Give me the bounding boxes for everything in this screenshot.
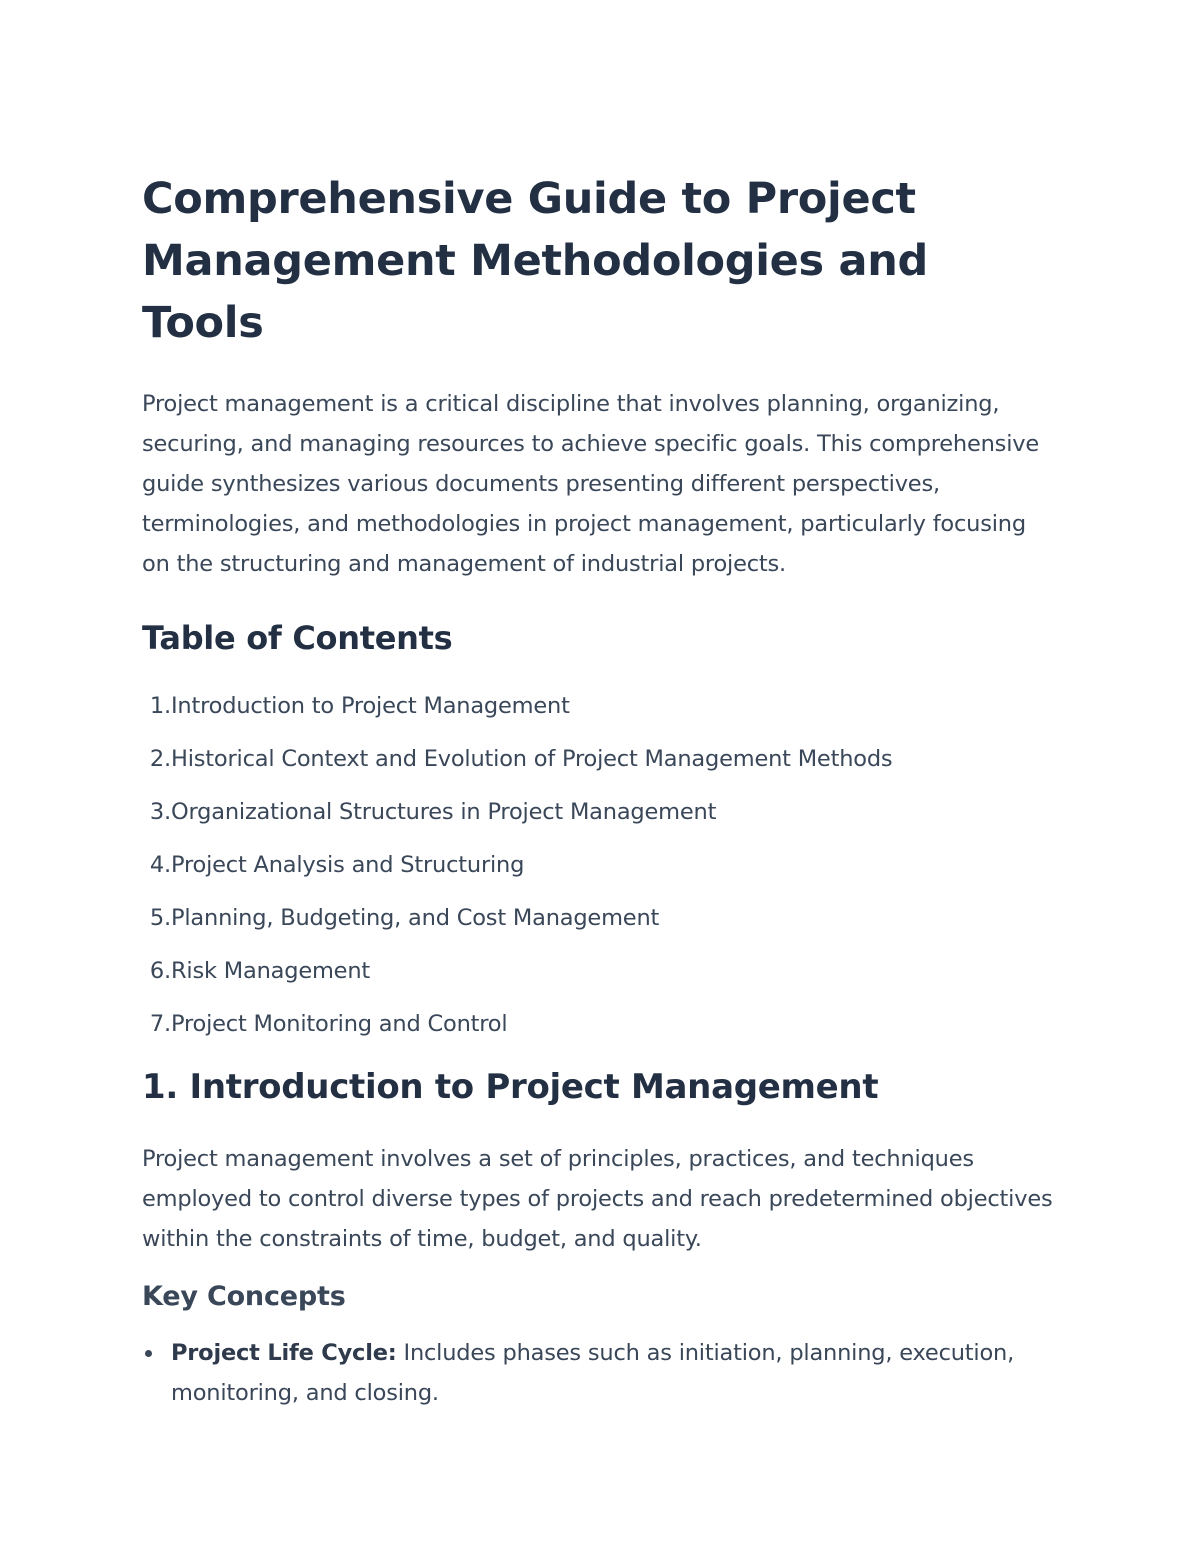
concept-term: Project Life Cycle:: [171, 1340, 397, 1366]
toc-item[interactable]: [142, 796, 1060, 828]
table-of-contents: [142, 690, 1060, 1040]
toc-item-label: Risk Management: [171, 958, 371, 984]
list-item: [142, 1333, 1060, 1413]
toc-item-number: 7.: [149, 1011, 171, 1037]
toc-item-number: 4.: [149, 852, 171, 878]
concept-description: Includes phases such as initiation, planning, execution, monitoring, and closing.: [171, 1340, 1015, 1406]
toc-item[interactable]: [142, 955, 1060, 987]
toc-item[interactable]: [142, 902, 1060, 934]
section-title: 1. Introduction to Project Management: [142, 1067, 879, 1107]
toc-item-number: 2.: [149, 746, 171, 772]
toc-item-label: Project Analysis and Structuring: [171, 852, 525, 878]
intro-paragraph: Project management is a critical discipline that involves planning, organizing, securing, and managing resources to achieve specific goals. This comprehensive guide synthesizes various documents presenting different perspectives, terminologies, and methodologies in project management, particularly focusing on the structuring and management of industrial projects.: [142, 391, 1040, 577]
toc-item[interactable]: [142, 690, 1060, 722]
subsection-heading: Key Concepts: [142, 1281, 346, 1312]
toc-item-label: Planning, Budgeting, and Cost Management: [171, 905, 660, 931]
key-concepts-list: [142, 1333, 1060, 1413]
toc-item-number: 3.: [149, 799, 171, 825]
toc-item[interactable]: [142, 1008, 1060, 1040]
toc-heading: Table of Contents: [142, 619, 453, 657]
toc-item-number: 5.: [149, 905, 171, 931]
toc-item-label: Introduction to Project Management: [171, 693, 570, 719]
toc-item-number: 6.: [149, 958, 171, 984]
toc-item-label: Project Monitoring and Control: [171, 1011, 508, 1037]
toc-item[interactable]: [142, 849, 1060, 881]
toc-item-label: Organizational Structures in Project Management: [171, 799, 717, 825]
toc-item-label: Historical Context and Evolution of Project Management Methods: [171, 746, 893, 772]
section-paragraph: Project management involves a set of principles, practices, and techniques employed to control diverse types of projects and reach predetermined objectives within the constraints of time, budget, and quality.: [142, 1146, 1053, 1252]
document-title: Comprehensive Guide to Project Management Methodologies and Tools: [142, 174, 929, 348]
bullet-icon: [145, 1350, 152, 1357]
toc-item[interactable]: [142, 743, 1060, 775]
toc-item-number: 1.: [149, 693, 171, 719]
